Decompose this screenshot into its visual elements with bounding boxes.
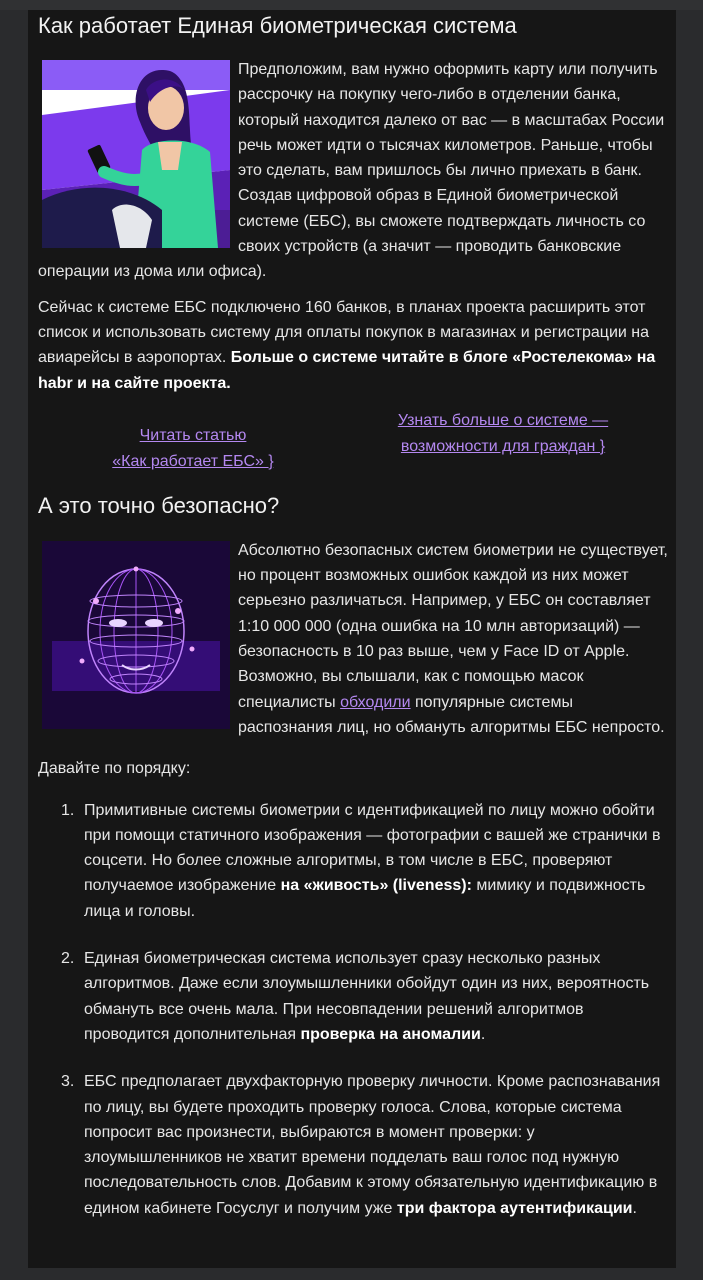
list-item-bold: проверка на аномалии	[300, 1025, 481, 1043]
section2-paragraph1-tail: популярные системы распознания лиц, но обмануть алгоритмы ЕБС непросто.	[238, 693, 665, 736]
section1-body	[38, 57, 668, 285]
list-item-text: Единая биометрическая система использует сразу несколько разных алгоритмов. Даже если злоумышленники обойдут один из них, вероятность обмануть все очень мала. При несовпадении решений алгоритмов проводится дополнительная	[84, 950, 650, 1043]
woman-phone-illustration	[42, 60, 230, 248]
list-item-number: 3.	[61, 1073, 75, 1091]
list-item	[38, 1069, 668, 1221]
article-sheet	[28, 10, 676, 1268]
read-article-link-line1: Читать статью	[139, 426, 247, 444]
security-list	[38, 798, 668, 1221]
learn-more-link-line2: возможности для граждан }	[400, 437, 606, 455]
learn-more-link[interactable]	[378, 408, 628, 460]
bypassed-link[interactable]: обходили	[340, 693, 411, 711]
section1-paragraph1: Предположим, вам нужно оформить карту или получить рассрочку на покупку чего-либо в отделении банка, который находится далеко от вас — в масштабах России речь может идти о тысячах километров. Раньше, чтобы это сделать, вам пришлось бы лично приехать в банк. Создав цифровой образ в Единой биометрической системе (ЕБС), вы сможете подтверждать личность со своих устройств (а значит — проводить банковские операции из дома или офиса).	[38, 61, 665, 281]
list-item-bold: три фактора аутентификации	[396, 1199, 633, 1217]
list-intro: Давайте по порядку:	[38, 760, 191, 778]
face-mesh-illustration	[42, 541, 230, 729]
list-item-text: ЕБС предполагает двухфакторную проверку личности. Кроме распознавания по лицу, вы будете проходить проверку голоса. Слова, которые система попросит вас произнести, выбираются в момент проверки: у злоумышленников не хватит времени подделать ваш голос под нужную последовательность слов. Добавим к этому обязательную идентификацию в едином кабинете Госуслуг и получим уже	[84, 1073, 661, 1217]
section-title-security: А это точно безопасно?	[38, 492, 280, 518]
list-item-tail: .	[480, 1025, 486, 1043]
list-item	[38, 798, 668, 924]
list-item	[38, 946, 668, 1047]
list-item-number: 2.	[61, 950, 75, 968]
section2-body	[38, 538, 668, 740]
section2-paragraph1-text: Абсолютно безопасных систем биометрии не существует, но процент возможных ошибок каждой из них может серьезно различаться. Например, у ЕБС он составляет 1:10 000 000 (одна ошибка на 10 млн авторизаций) — безопасность в 10 раз выше, чем у Face ID от Apple. Возможно, вы слышали, как с помощью масок специалисты	[238, 541, 668, 711]
list-item-bold: на «живость» (liveness):	[280, 877, 472, 895]
section1-paragraph2	[38, 295, 668, 396]
list-item-text: Примитивные системы биометрии с идентификацией по лицу можно обойти при помощи статичного изображения — фотографии с вашей же странички в соцсети. Но более сложные алгоритмы, в том числе в ЕБС, проверяют получаемое изображение	[84, 801, 661, 895]
section1-paragraph2-bold: Больше о системе читайте в блоге «Ростелекома» на habr и на сайте проекта.	[38, 349, 656, 392]
section1-links	[38, 410, 668, 480]
section-title-ebs: Как работает Единая биометрическая система	[38, 13, 517, 38]
top-strip	[0, 0, 703, 10]
list-item-tail: мимику и подвижность лица и головы.	[84, 877, 646, 920]
article-content	[38, 10, 668, 1243]
learn-more-link-line1: Узнать больше о системе —	[397, 411, 609, 429]
list-item-number: 1.	[61, 801, 75, 819]
read-article-link-line2: «Как работает ЕБС» }	[112, 452, 274, 470]
read-article-link[interactable]	[98, 423, 288, 475]
list-item-tail: .	[632, 1199, 637, 1217]
section1-paragraph2-text: Сейчас к системе ЕБС подключено 160 банков, в планах проекта расширить этот список и использовать систему для оплаты покупок в магазинах и регистрации на авиарейсы в аэропортах.	[38, 298, 650, 367]
